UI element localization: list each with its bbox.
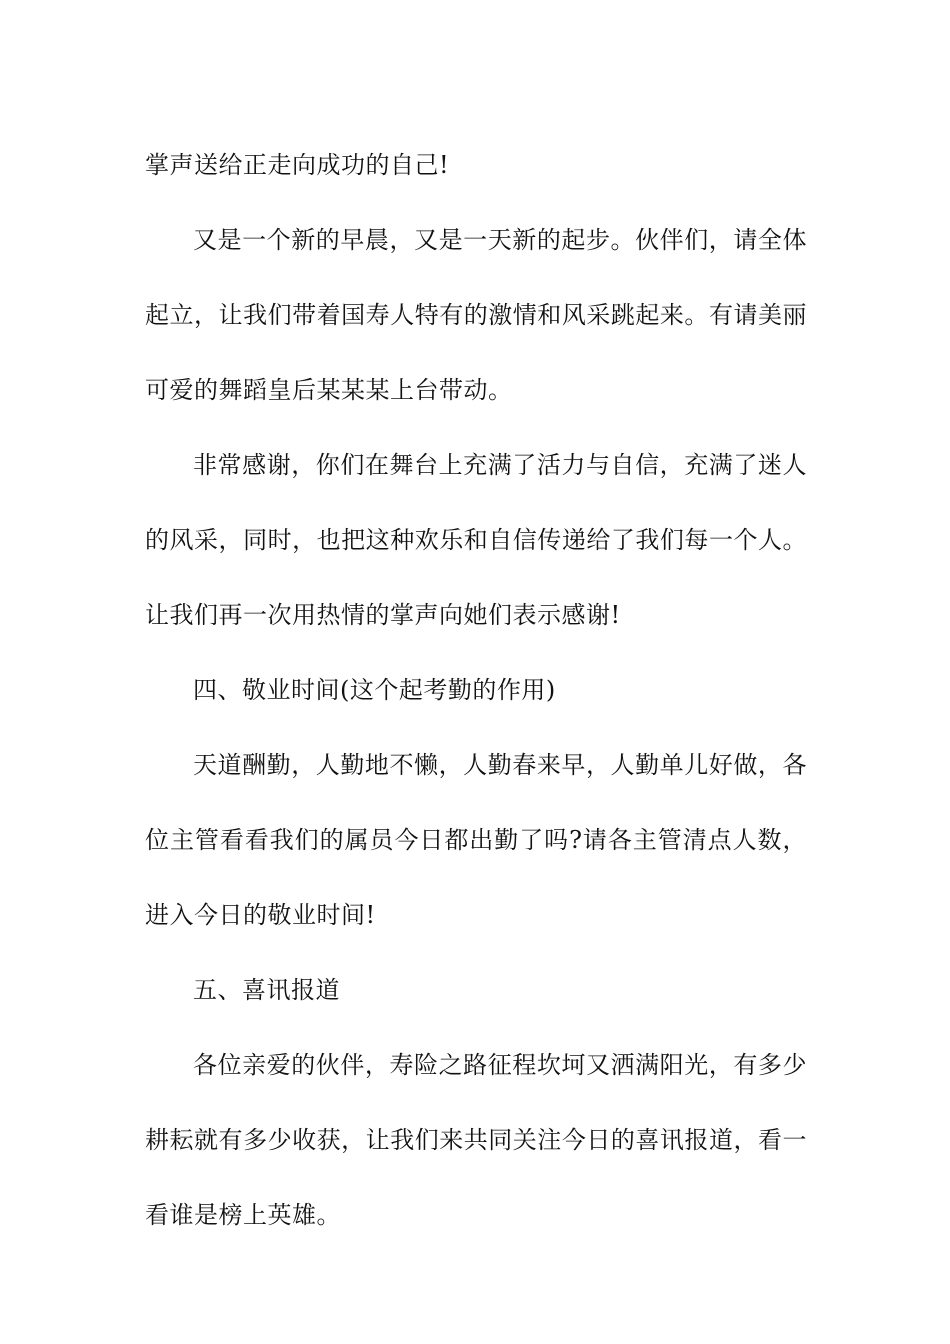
paragraph-morning-dance: 又是一个新的早晨，又是一天新的起步。伙伴们，请全体起立，让我们带着国寿人特有的激情和风采跳起来。有请美丽可爱的舞蹈皇后某某某上台带动。 — [145, 226, 807, 404]
paragraph-thanks: 非常感谢，你们在舞台上充满了活力与自信，充满了迷人的风采，同时，也把这种欢乐和自信传递给了我们每一个人。让我们再一次用热情的掌声向她们表示感谢! — [145, 451, 807, 629]
section-heading-good-news: 五、喜讯报道 — [193, 976, 340, 1004]
section-heading-attendance: 四、敬业时间(这个起考勤的作用) — [193, 676, 556, 704]
paragraph-good-news: 各位亲爱的伙伴，寿险之路征程坎坷又洒满阳光，有多少耕耘就有多少收获，让我们来共同关注今日的喜讯报道，看一看谁是榜上英雄。 — [145, 1051, 807, 1229]
paragraph-attendance: 天道酬勤，人勤地不懒，人勤春来早，人勤单儿好做，各位主管看看我们的属员今日都出勤了吗?请各主管清点人数，进入今日的敬业时间! — [145, 751, 807, 929]
paragraph-continuation: 掌声送给正走向成功的自己! — [145, 151, 450, 179]
document-body — [145, 128, 807, 1253]
